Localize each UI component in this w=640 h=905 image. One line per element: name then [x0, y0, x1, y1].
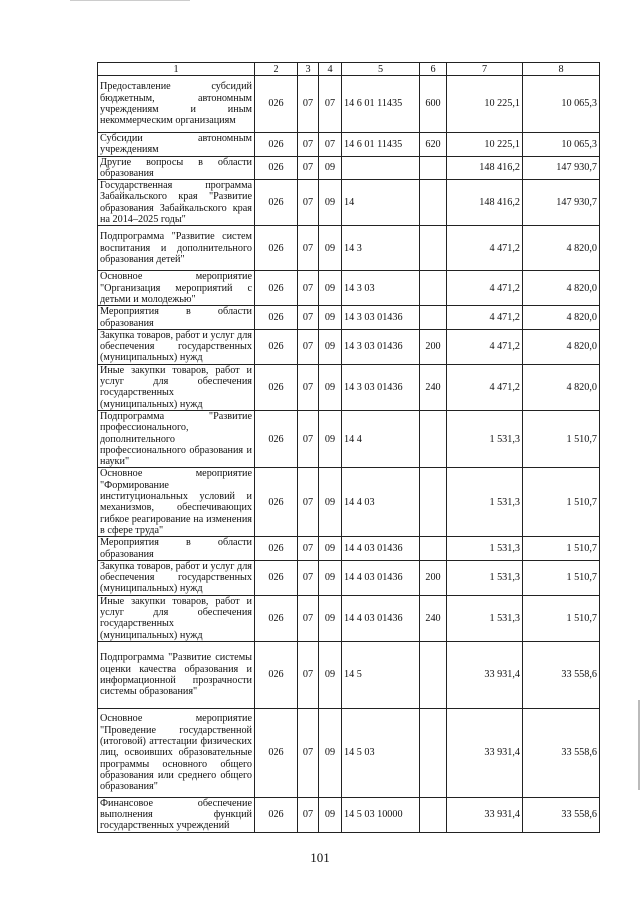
target-article-cell: 14 4 03 01436 [342, 560, 420, 595]
target-article-cell: 14 4 03 01436 [342, 537, 420, 561]
subsection-cell: 09 [319, 226, 342, 271]
amount-cell: 1 531,3 [447, 468, 523, 537]
row-name-cell: Закупка товаров, работ и услуг для обеспечения государственных (муниципальных) нужд [98, 329, 255, 364]
expense-type-cell [420, 797, 447, 832]
section-cell: 07 [298, 226, 319, 271]
code-cell: 026 [255, 537, 298, 561]
amount-cell: 1 510,7 [523, 595, 600, 641]
subsection-cell: 09 [319, 410, 342, 467]
subsection-cell: 09 [319, 271, 342, 306]
table-row [98, 306, 600, 330]
row-name-cell: Финансовое обеспечение выполнения функций государственных учреждений [98, 797, 255, 832]
column-header: 8 [523, 63, 600, 76]
subsection-cell: 09 [319, 537, 342, 561]
subsection-cell: 09 [319, 560, 342, 595]
table-row [98, 226, 600, 271]
table-row [98, 271, 600, 306]
subsection-cell: 09 [319, 641, 342, 708]
column-header: 3 [298, 63, 319, 76]
expense-type-cell [420, 180, 447, 226]
section-cell: 07 [298, 537, 319, 561]
row-name-cell: Иные закупки товаров, работ и услуг для обеспечения государственных (муниципальных) нужд [98, 595, 255, 641]
code-cell: 026 [255, 76, 298, 133]
row-name-cell: Основное мероприятие "Проведение государственной (итоговой) аттестации физических лиц, освоивших образовательные программы основного общего образования или среднего общего образования" [98, 708, 255, 797]
table-row [98, 595, 600, 641]
expense-type-cell: 240 [420, 364, 447, 410]
code-cell: 026 [255, 306, 298, 330]
expense-type-cell [420, 271, 447, 306]
code-cell: 026 [255, 133, 298, 157]
table-row [98, 708, 600, 797]
amount-cell: 1 510,7 [523, 560, 600, 595]
row-name-cell: Подпрограмма "Развитие системы оценки качества образования и информационной прозрачности системы образования" [98, 641, 255, 708]
amount-cell: 4 820,0 [523, 306, 600, 330]
section-cell: 07 [298, 410, 319, 467]
target-article-cell: 14 4 [342, 410, 420, 467]
row-name-cell: Субсидии автономным учреждениям [98, 133, 255, 157]
column-header: 7 [447, 63, 523, 76]
page-number: 101 [310, 850, 330, 865]
expense-type-cell [420, 708, 447, 797]
table-row [98, 329, 600, 364]
subsection-cell: 09 [319, 180, 342, 226]
row-name-cell: Мероприятия в области образования [98, 537, 255, 561]
subsection-cell: 09 [319, 595, 342, 641]
section-cell: 07 [298, 76, 319, 133]
table-row [98, 180, 600, 226]
code-cell: 026 [255, 560, 298, 595]
code-cell: 026 [255, 797, 298, 832]
expense-type-cell [420, 468, 447, 537]
column-header: 4 [319, 63, 342, 76]
column-header: 1 [98, 63, 255, 76]
code-cell: 026 [255, 595, 298, 641]
table-row [98, 364, 600, 410]
amount-cell: 10 065,3 [523, 133, 600, 157]
amount-cell: 4 820,0 [523, 329, 600, 364]
amount-cell: 33 931,4 [447, 797, 523, 832]
subsection-cell: 09 [319, 708, 342, 797]
amount-cell: 148 416,2 [447, 156, 523, 180]
expense-type-cell [420, 306, 447, 330]
expense-type-cell: 240 [420, 595, 447, 641]
amount-cell: 33 558,6 [523, 641, 600, 708]
table-row [98, 537, 600, 561]
subsection-cell: 07 [319, 133, 342, 157]
amount-cell: 33 931,4 [447, 641, 523, 708]
expense-type-cell [420, 641, 447, 708]
amount-cell: 4 820,0 [523, 271, 600, 306]
budget-table [97, 62, 600, 833]
row-name-cell: Государственная программа Забайкальского края "Развитие образования Забайкальского края на 2014–2025 годы" [98, 180, 255, 226]
amount-cell: 148 416,2 [447, 180, 523, 226]
target-article-cell: 14 4 03 01436 [342, 595, 420, 641]
row-name-cell: Подпрограмма "Развитие профессионального, дополнительного профессионального образования и науки" [98, 410, 255, 467]
subsection-cell: 09 [319, 797, 342, 832]
section-cell: 07 [298, 364, 319, 410]
row-name-cell: Мероприятия в области образования [98, 306, 255, 330]
code-cell: 026 [255, 410, 298, 467]
section-cell: 07 [298, 133, 319, 157]
table-row [98, 797, 600, 832]
table-row [98, 76, 600, 133]
code-cell: 026 [255, 180, 298, 226]
target-article-cell: 14 3 [342, 226, 420, 271]
section-cell: 07 [298, 180, 319, 226]
target-article-cell: 14 5 03 10000 [342, 797, 420, 832]
table-row [98, 560, 600, 595]
expense-type-cell: 600 [420, 76, 447, 133]
target-article-cell: 14 [342, 180, 420, 226]
amount-cell: 10 225,1 [447, 76, 523, 133]
expense-type-cell: 620 [420, 133, 447, 157]
amount-cell: 33 558,6 [523, 708, 600, 797]
target-article-cell: 14 3 03 01436 [342, 329, 420, 364]
amount-cell: 4 471,2 [447, 271, 523, 306]
row-name-cell: Основное мероприятие "Организация мероприятий с детьми и молодежью" [98, 271, 255, 306]
amount-cell: 33 931,4 [447, 708, 523, 797]
code-cell: 026 [255, 156, 298, 180]
section-cell: 07 [298, 329, 319, 364]
table-row [98, 468, 600, 537]
row-name-cell: Предоставление субсидий бюджетным, автономным учреждениям и иным некоммерческим организациям [98, 76, 255, 133]
column-header: 5 [342, 63, 420, 76]
subsection-cell: 09 [319, 306, 342, 330]
target-article-cell: 14 6 01 11435 [342, 133, 420, 157]
amount-cell: 1 510,7 [523, 537, 600, 561]
amount-cell: 10 065,3 [523, 76, 600, 133]
code-cell: 026 [255, 708, 298, 797]
code-cell: 026 [255, 364, 298, 410]
section-cell: 07 [298, 708, 319, 797]
code-cell: 026 [255, 641, 298, 708]
amount-cell: 1 531,3 [447, 560, 523, 595]
expense-type-cell: 200 [420, 329, 447, 364]
section-cell: 07 [298, 271, 319, 306]
amount-cell: 1 531,3 [447, 537, 523, 561]
table-row [98, 410, 600, 467]
expense-type-cell [420, 226, 447, 271]
target-article-cell: 14 4 03 [342, 468, 420, 537]
amount-cell: 1 531,3 [447, 595, 523, 641]
subsection-cell: 07 [319, 76, 342, 133]
code-cell: 026 [255, 271, 298, 306]
expense-type-cell [420, 410, 447, 467]
target-article-cell: 14 3 03 [342, 271, 420, 306]
section-cell: 07 [298, 306, 319, 330]
expense-type-cell [420, 156, 447, 180]
section-cell: 07 [298, 595, 319, 641]
row-name-cell: Другие вопросы в области образования [98, 156, 255, 180]
subsection-cell: 09 [319, 364, 342, 410]
table-row [98, 133, 600, 157]
amount-cell: 4 471,2 [447, 329, 523, 364]
amount-cell: 147 930,7 [523, 180, 600, 226]
target-article-cell: 14 5 03 [342, 708, 420, 797]
code-cell: 026 [255, 468, 298, 537]
row-name-cell: Иные закупки товаров, работ и услуг для обеспечения государственных (муниципальных) нужд [98, 364, 255, 410]
subsection-cell: 09 [319, 468, 342, 537]
target-article-cell: 14 5 [342, 641, 420, 708]
row-name-cell: Подпрограмма "Развитие систем воспитания и дополнительного образования детей" [98, 226, 255, 271]
table-header-row [98, 63, 600, 76]
column-header: 6 [420, 63, 447, 76]
column-header: 2 [255, 63, 298, 76]
row-name-cell: Закупка товаров, работ и услуг для обеспечения государственных (муниципальных) нужд [98, 560, 255, 595]
scan-edge-mark [70, 0, 190, 1]
subsection-cell: 09 [319, 156, 342, 180]
amount-cell: 4 820,0 [523, 226, 600, 271]
section-cell: 07 [298, 156, 319, 180]
target-article-cell: 14 3 03 01436 [342, 306, 420, 330]
amount-cell: 33 558,6 [523, 797, 600, 832]
section-cell: 07 [298, 560, 319, 595]
row-name-cell: Основное мероприятие "Формирование институциональных условий и механизмов, обеспечивающих гибкое реагирование на изменения в сфере труда" [98, 468, 255, 537]
amount-cell: 4 471,2 [447, 306, 523, 330]
code-cell: 026 [255, 226, 298, 271]
expense-type-cell [420, 537, 447, 561]
amount-cell: 10 225,1 [447, 133, 523, 157]
section-cell: 07 [298, 468, 319, 537]
target-article-cell: 14 3 03 01436 [342, 364, 420, 410]
expense-type-cell: 200 [420, 560, 447, 595]
code-cell: 026 [255, 329, 298, 364]
amount-cell: 1 531,3 [447, 410, 523, 467]
amount-cell: 4 471,2 [447, 226, 523, 271]
amount-cell: 4 820,0 [523, 364, 600, 410]
subsection-cell: 09 [319, 329, 342, 364]
amount-cell: 1 510,7 [523, 468, 600, 537]
section-cell: 07 [298, 797, 319, 832]
target-article-cell: 14 6 01 11435 [342, 76, 420, 133]
amount-cell: 147 930,7 [523, 156, 600, 180]
table-row [98, 641, 600, 708]
amount-cell: 4 471,2 [447, 364, 523, 410]
table-row [98, 156, 600, 180]
target-article-cell [342, 156, 420, 180]
section-cell: 07 [298, 641, 319, 708]
amount-cell: 1 510,7 [523, 410, 600, 467]
